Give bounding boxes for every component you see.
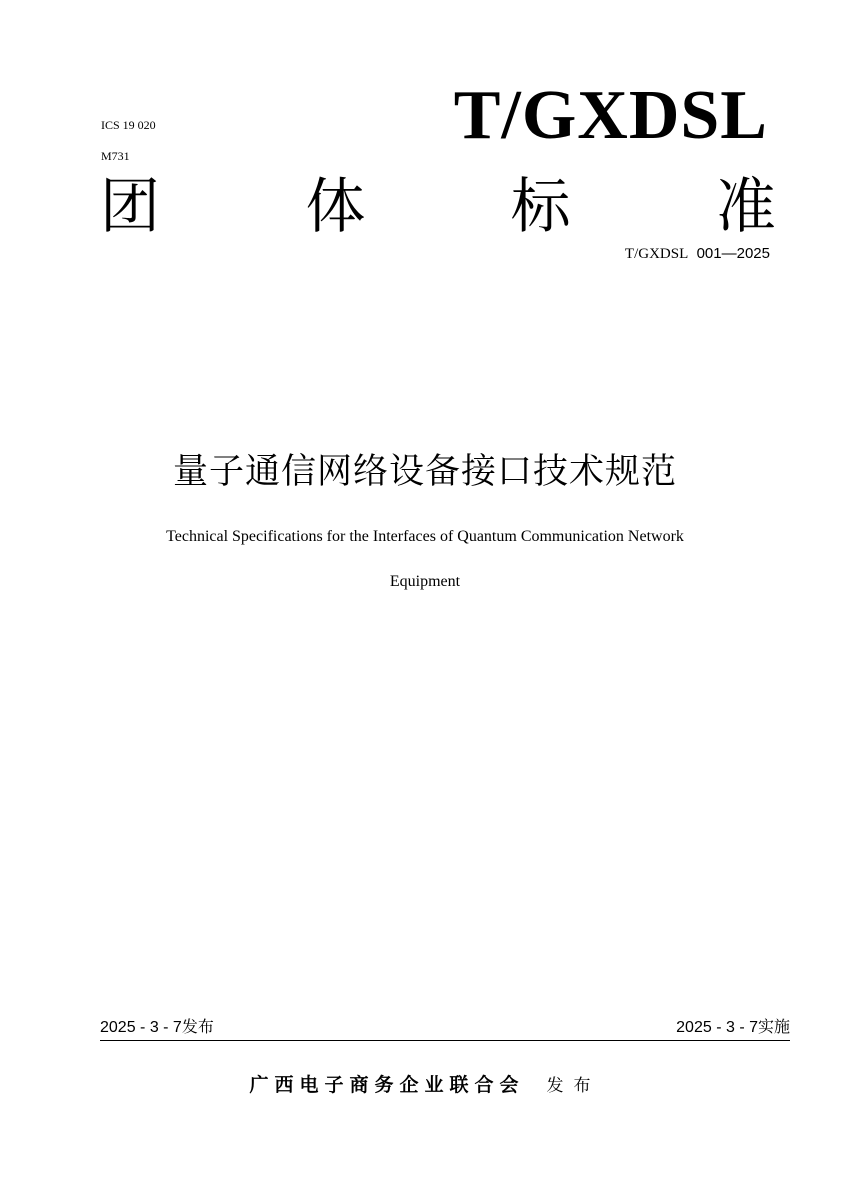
date-row <box>100 1018 790 1041</box>
ics-code: ICS 19 020 <box>101 118 156 132</box>
issuer-line <box>0 1071 850 1100</box>
standard-number <box>625 245 770 263</box>
document-title-zh: 量子通信网络设备接口技术规范 <box>172 452 677 492</box>
issuer-action: 发布 <box>546 1076 601 1096</box>
issuer-organization: 广西电子商务企业联合会 <box>249 1074 525 1096</box>
publish-date: 2025 - 3 - 7发布 <box>100 1019 214 1036</box>
standard-type-char: 准 <box>715 172 776 242</box>
ccs-code: M731 <box>101 149 130 163</box>
document-title-en-line1: Technical Specifications for the Interfaces of Quantum Communication Network <box>166 528 684 545</box>
standard-logo: T/GXDSL <box>453 77 768 154</box>
standard-number-prefix: T/GXDSL <box>624 246 689 262</box>
standard-type-char: 团 <box>100 172 160 242</box>
implement-date: 2025 - 3 - 7实施 <box>676 1019 790 1036</box>
standard-number-suffix: 001—2025 <box>696 245 770 262</box>
standard-type-char: 体 <box>305 172 366 242</box>
document-title-en <box>60 514 790 604</box>
document-title-en-line2: Equipment <box>389 573 461 590</box>
standard-type-char: 标 <box>510 172 571 242</box>
standard-type-heading <box>100 172 776 242</box>
